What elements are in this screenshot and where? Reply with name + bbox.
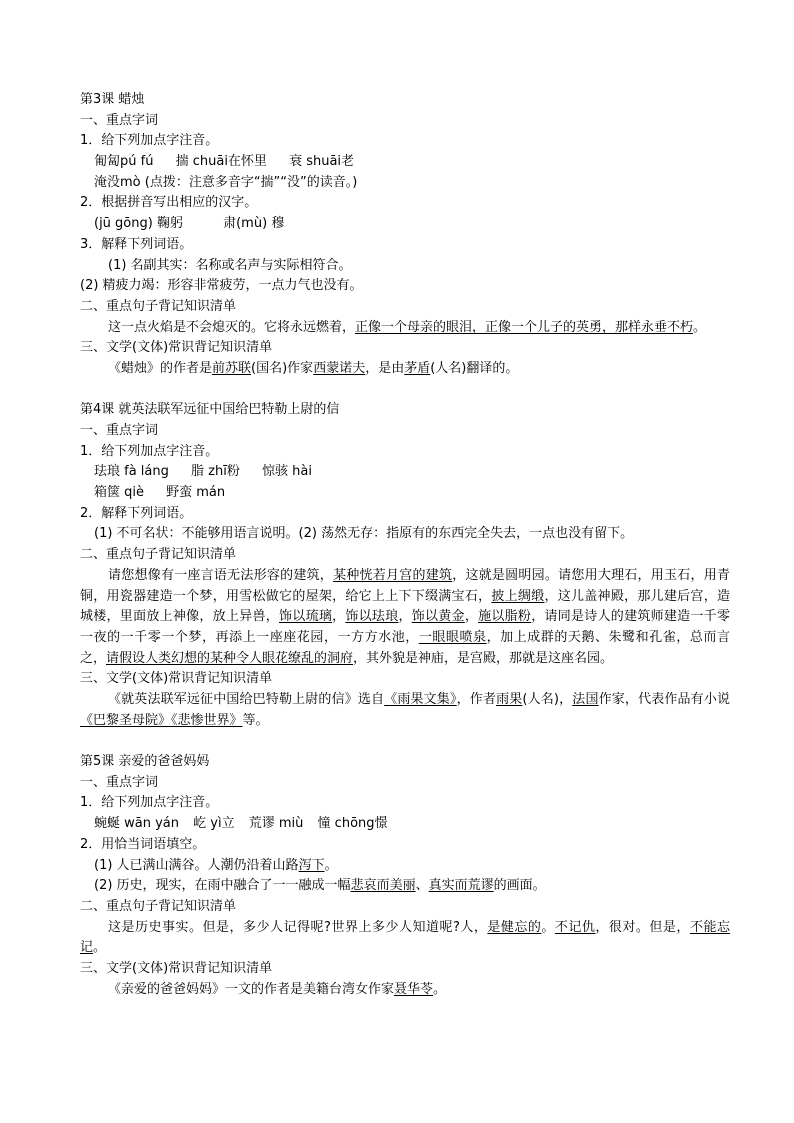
pinyin-row: 珐琅 fà láng 脂 zhī粉 惊骇 hài bbox=[94, 464, 312, 480]
section-heading: 一、重点字词 bbox=[80, 774, 159, 790]
underlined-text: 请假设人类幻想的某种令人眼花缭乱的洞府 bbox=[106, 650, 354, 666]
question: 2．解释下列词语。 bbox=[80, 505, 193, 521]
key-sentence: 这一点火焰是不会熄灭的。它将永远燃着，正像一个母亲的眼泪，正像一个儿子的英勇，那样永垂不朽。 bbox=[108, 319, 707, 335]
section-heading: 二、重点句子背记知识清单 bbox=[80, 298, 237, 314]
question: 1．给下列加点字注音。 bbox=[80, 133, 219, 149]
key-paragraph: 请您想像有一座言语无法形容的建筑，某种恍若月宫的建筑，这就是圆明园。请您用大理石，用玉石，用青铜，用瓷器建造一个梦，用雪松做它的屋架，给它上上下下缀满宝石，披上绸缎，这儿盖神殿，那儿建后宫，造城楼，里面放上神像，放上异兽，饰以琉璃，饰以珐琅，饰以黄金，施以脂粉，请同是诗人的建筑师建造一千零一夜的一千零一个梦，再添上一座座花园，一方方水池，一眼眼喷泉，加上成群的天鹅、朱鹭和孔雀，总而言之，请假设人类幻想的某种令人眼花缭乱的洞府，其外貌是神庙，是宫殿，那就是这座名园。 bbox=[80, 567, 730, 666]
underlined-text: 《雨果文集》 bbox=[384, 692, 457, 708]
pinyin-row: (jū gōng) 鞠躬 肃(mù) 穆 bbox=[94, 216, 285, 232]
underlined-text: 饰以珐琅 bbox=[345, 609, 399, 625]
question: 2．用恰当词语填空。 bbox=[80, 836, 206, 852]
section-heading: 二、重点句子背记知识清单 bbox=[80, 547, 237, 563]
document-page bbox=[80, 90, 730, 1000]
section-heading: 三、文学(文体)常识背记知识清单 bbox=[80, 340, 273, 356]
underlined-text: 不记仇 bbox=[554, 919, 596, 935]
underlined-text: 悲哀而美丽 bbox=[350, 878, 416, 894]
literature-note: 《就英法联军远征中国给巴特勒上尉的信》选自《雨果文集》，作者雨果(人名)，法国作家，代表作品有小说《巴黎圣母院》《悲惨世界》等。 bbox=[80, 692, 730, 728]
section-heading: 一、重点字词 bbox=[80, 112, 159, 128]
underlined-text: 西蒙诺夫 bbox=[313, 360, 366, 376]
question: 1．给下列加点字注音。 bbox=[80, 443, 219, 459]
underlined-text: 某种恍若月宫的建筑 bbox=[333, 567, 453, 583]
underlined-text: 施以脂粉 bbox=[478, 609, 532, 625]
section-heading: 三、文学(文体)常识背记知识清单 bbox=[80, 961, 273, 977]
pinyin-row: 淹没mò (点拨：注意多音字“揣”“没”的读音。) bbox=[94, 174, 358, 190]
question: 3．解释下列词语。 bbox=[80, 236, 193, 252]
section-heading: 三、文学(文体)常识背记知识清单 bbox=[80, 671, 273, 687]
lesson-5-title: 第5课 亲爱的爸爸妈妈 bbox=[80, 754, 210, 770]
section-heading: 二、重点句子背记知识清单 bbox=[80, 898, 237, 914]
definition: (1) 不可名状：不能够用语言说明。(2) 荡然无存：指原有的东西完全失去，一点也没有留下。 bbox=[94, 526, 634, 542]
underlined-text: 茅盾 bbox=[404, 360, 431, 376]
underlined-text: 聂华苓 bbox=[394, 981, 434, 997]
underlined-text: 饰以黄金 bbox=[411, 609, 465, 625]
literature-note: 《亲爱的爸爸妈妈》一文的作者是美籍台湾女作家聂华苓。 bbox=[108, 981, 447, 997]
underlined-text: 前苏联 bbox=[212, 360, 252, 376]
section-heading: 一、重点字词 bbox=[80, 423, 159, 438]
definition: (2) 精疲力竭：形容非常疲劳，一点力气也没有。 bbox=[80, 278, 363, 294]
question: 2．根据拼音写出相应的汉字。 bbox=[80, 195, 258, 211]
underlined-text: 法国 bbox=[572, 692, 599, 708]
fill-blank: (1) 人已满山满谷。人潮仍沿着山路泻下。 bbox=[94, 857, 338, 873]
lesson-3-title: 第3课 蜡烛 bbox=[80, 92, 145, 107]
literature-note: 《蜡烛》的作者是前苏联(国名)作家西蒙诺夫，是由茅盾(人名)翻译的。 bbox=[108, 360, 519, 376]
pinyin-row: 匍匐pú fú 揣 chuāi在怀里 衰 shuāi老 bbox=[94, 154, 355, 170]
definition: (1) 名副其实：名称或名声与实际相符合。 bbox=[108, 257, 352, 273]
underlined-text: 饰以琉璃 bbox=[279, 609, 333, 625]
fill-blank: (2) 历史，现实，在雨中融合了一一融成一幅悲哀而美丽、真实而荒谬的画面。 bbox=[94, 878, 546, 894]
underlined-text: 不能忘记 bbox=[80, 919, 730, 956]
pinyin-row: 箱箧 qiè 野蛮 mán bbox=[94, 485, 226, 501]
underlined-text: 雨果 bbox=[496, 692, 523, 708]
underlined-text: 泻下 bbox=[298, 857, 325, 873]
underlined-text: 是健忘的 bbox=[487, 919, 542, 935]
pinyin-row: 蜿蜒 wān yán 屹 yì立 荒谬 miù 憧 chōng憬 bbox=[94, 816, 388, 832]
question: 1．给下列加点字注音。 bbox=[80, 795, 219, 811]
underlined-text: 一眼眼喷泉 bbox=[418, 629, 487, 645]
underlined-text: 真实而荒谬 bbox=[428, 878, 494, 894]
underlined-text: 披上绸缎 bbox=[491, 588, 545, 604]
key-sentence: 这是历史事实。但是，多少人记得呢?世界上多少人知道呢?人，是健忘的。不记仇，很对。但是，不能忘记。 bbox=[80, 919, 730, 956]
lesson-4-title: 第4课 就英法联军远征中国给巴特勒上尉的信 bbox=[80, 402, 340, 418]
underlined-text: 正像一个母亲的眼泪，正像一个儿子的英勇，那样永垂不朽 bbox=[355, 319, 694, 335]
underlined-text: 《巴黎圣母院》《悲惨世界》 bbox=[80, 712, 243, 728]
